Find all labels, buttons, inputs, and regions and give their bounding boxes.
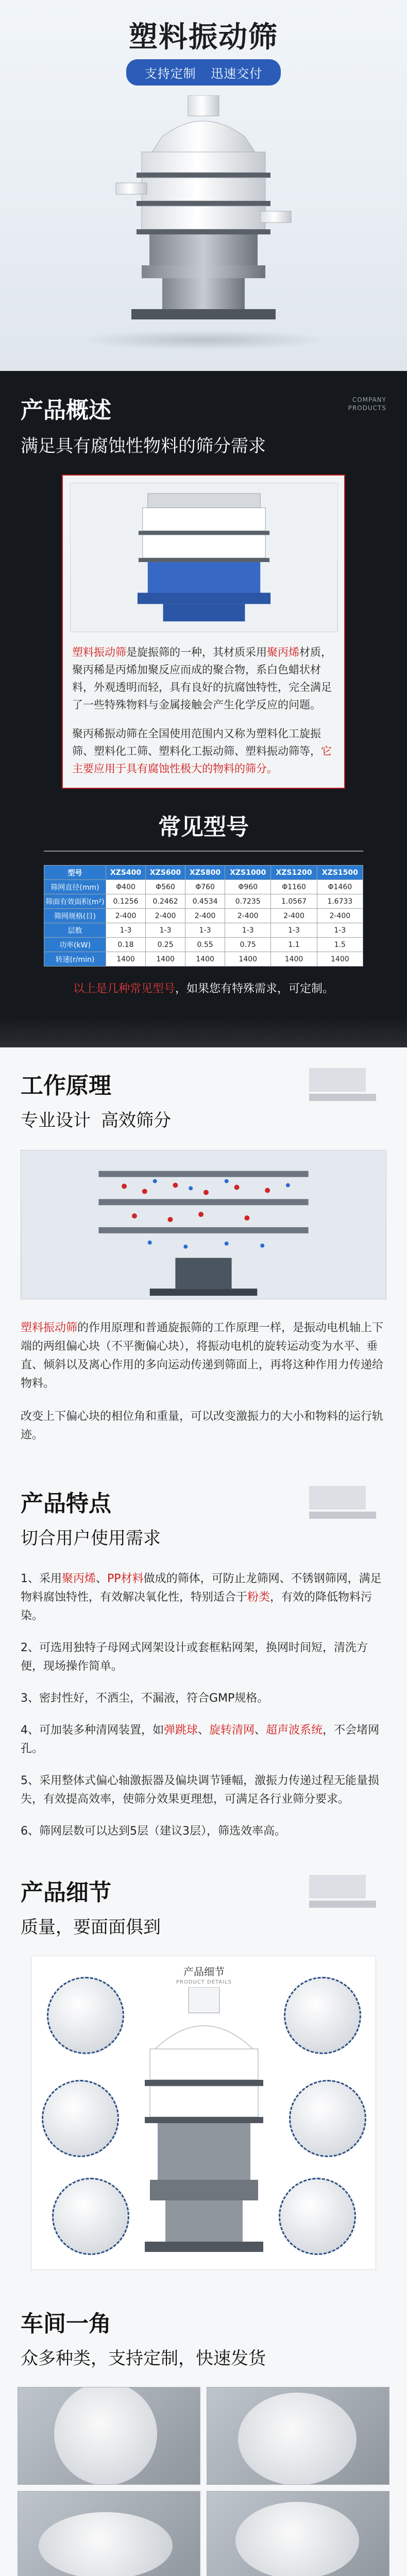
table-row-label: 层数 <box>44 923 106 938</box>
details-panel-label <box>145 1963 263 1985</box>
overview-header <box>0 371 407 457</box>
working-principle-diagram <box>21 1150 386 1299</box>
workshop-photo-2 <box>207 2387 389 2485</box>
table-cell: 1400 <box>106 952 146 967</box>
feature-highlight: 超声波系统 <box>266 1724 323 1737</box>
overview-text-1: 是旋振筛的一种，其材质采用 <box>126 646 267 658</box>
workshop-photo-4 <box>207 2491 389 2576</box>
feature-text: 、 <box>255 1724 266 1737</box>
table-cell: Φ400 <box>106 880 146 894</box>
overview-text <box>70 634 337 781</box>
table-header-cell: XZS600 <box>146 866 185 880</box>
table-row-label: 筛网直径(mm) <box>44 880 106 894</box>
en-line-1: COMPANY <box>352 396 386 403</box>
models-table-header <box>44 866 363 880</box>
table-cell: Φ960 <box>225 880 271 894</box>
table-cell: 0.25 <box>146 938 185 952</box>
table-cell: 1.5 <box>317 938 363 952</box>
principle-title: 工作原理 <box>21 1073 111 1099</box>
table-cell: 1-3 <box>225 923 271 938</box>
table-row <box>44 880 363 894</box>
overview-card <box>62 474 345 789</box>
feature-item <box>21 1822 386 1841</box>
table-cell: 0.18 <box>106 938 146 952</box>
table-cell: 1400 <box>146 952 185 967</box>
details-label-en: PRODUCT DETAILS <box>176 1979 232 1985</box>
features-list <box>21 1570 386 1841</box>
principle-highlight: 塑料振动筛 <box>21 1321 78 1334</box>
feature-item <box>21 1689 386 1708</box>
table-row-label: 筛网规格(目) <box>44 909 106 923</box>
table-row <box>44 952 363 967</box>
feature-text: 1、采用 <box>21 1572 62 1585</box>
feature-text: ，有效的降低物料污染。 <box>21 1591 372 1622</box>
overview-section <box>0 371 407 1016</box>
table-cell: 1400 <box>185 952 225 967</box>
table-cell: Φ560 <box>146 880 185 894</box>
detail-machine-image <box>134 1987 274 2255</box>
feature-highlight: 旋转清网 <box>209 1724 255 1737</box>
details-title: 产品细节 <box>21 1879 111 1906</box>
table-cell: Φ1160 <box>271 880 317 894</box>
table-header-cell: XZS400 <box>106 866 146 880</box>
table-row-label: 功率(kW) <box>44 938 106 952</box>
models-note-red: 以上是几种常见型号 <box>73 982 175 995</box>
feature-text: 、 <box>96 1572 108 1585</box>
tag-custom: 支持定制 <box>144 66 196 81</box>
principle-text-1: 的作用原理和普通旋振筛的工作原理一样，是振动电机轴上下端的两组偏心块（不平衡偏心块），将振动电机的旋转运动变为水平、垂直、倾斜以及离心作用的多向运动传递到筛面上，再将这种作用力传递给物料。 <box>21 1321 384 1390</box>
feature-text: 6、筛网层数可以达到5层（建议3层），筛选效率高。 <box>21 1825 286 1838</box>
table-header-cell: XZS800 <box>185 866 225 880</box>
feature-text: ，不会堵网孔。 <box>21 1724 380 1755</box>
overview-subtitle: 满足具有腐蚀性物料的筛分需求 <box>21 436 266 456</box>
table-cell: Φ1460 <box>317 880 363 894</box>
feature-text: 4、可加装多种清网装置，如 <box>21 1724 164 1737</box>
table-row-label: 转速(r/min) <box>44 952 106 967</box>
principle-subtitle <box>21 1106 386 1131</box>
models-divider <box>44 851 363 852</box>
workshop-subtitle: 众多种类，支持定制，快速发货 <box>21 2348 266 2369</box>
overview-en-caption <box>348 396 386 412</box>
feature-item <box>21 1570 386 1625</box>
features-header <box>0 1465 407 1549</box>
table-cell: 2-400 <box>317 909 363 923</box>
feature-highlight: 聚丙烯 <box>62 1572 96 1585</box>
workshop-photo-1 <box>18 2387 200 2485</box>
overview-paragraph-1 <box>72 643 335 714</box>
overview-highlight-material: 聚丙烯 <box>267 646 299 658</box>
models-note <box>39 980 368 1016</box>
table-cell: 1.1 <box>271 938 317 952</box>
hero-title: 塑料振动筛 <box>129 21 278 54</box>
table-cell: 1-3 <box>185 923 225 938</box>
plastic-sieve-machine-image <box>100 95 307 327</box>
workshop-photo-grid <box>18 2387 389 2576</box>
table-header-cell: 型号 <box>44 866 106 880</box>
decorative-en-block <box>309 1486 386 1519</box>
principle-paragraph-2: 改变上下偏心块的相位角和重量，可以改变激振力的大小和物料的运行轨迹。 <box>21 1410 384 1442</box>
table-cell: 0.7235 <box>225 894 271 909</box>
feature-item <box>21 1772 386 1809</box>
overview-highlight-name: 塑料振动筛 <box>72 646 126 658</box>
detail-zoom-circle-6 <box>279 2178 356 2255</box>
table-cell: 1-3 <box>317 923 363 938</box>
table-cell: 1-3 <box>106 923 146 938</box>
table-cell: 1400 <box>317 952 363 967</box>
overview-paragraph-2 <box>72 725 335 777</box>
table-cell: 1-3 <box>271 923 317 938</box>
overview-text-3-highlight: 它主要应用于具有腐蚀性极大的物料的筛分。 <box>72 745 332 775</box>
sieve-photo <box>70 483 338 632</box>
models-note-white: ，如果您有特殊需求，可定制。 <box>175 982 334 995</box>
feature-item <box>21 1639 386 1676</box>
feature-text: 5、采用整体式偏心轴激振器及偏块调节锤幅，激振力传递过程无能量损失，有效提高效率，使筛分效果更理想，可满足各行业筛分要求。 <box>21 1774 379 1806</box>
en-line-2: PRODUCTS <box>348 404 386 412</box>
table-cell: Φ760 <box>185 880 225 894</box>
table-row <box>44 923 363 938</box>
table-cell: 0.4534 <box>185 894 225 909</box>
principle-sub-b: 高效筛分 <box>101 1110 171 1131</box>
details-subtitle <box>21 1913 386 1938</box>
table-cell: 2-400 <box>225 909 271 923</box>
table-cell: 1-3 <box>146 923 185 938</box>
hero-tags <box>0 59 407 86</box>
models-title: 常见型号 <box>158 814 249 840</box>
table-cell: 2-400 <box>271 909 317 923</box>
product-details-panel <box>31 1956 376 2270</box>
table-cell: 1.0567 <box>271 894 317 909</box>
table-cell: 2-400 <box>146 909 185 923</box>
feature-text: 、 <box>198 1724 210 1737</box>
features-subtitle: 切合用户使用需求 <box>21 1528 161 1549</box>
overview-text-2: 材质，聚丙稀是丙烯加聚反应而成的聚合物，系白色蜡状材料，外观透明而轻，具有良好的抗腐蚀特性，完全满足了一些特殊物料与金属接触会产生化学反应的问题。 <box>72 646 332 711</box>
overview-title: 产品概述 <box>21 397 111 423</box>
feature-text: 2、可选用独特子母网式网架设计或套框粘网架，换网时间短，清洗方便，现场操作简单。 <box>21 1641 368 1673</box>
principle-section <box>0 1047 407 2576</box>
detail-zoom-circle-3 <box>42 2080 119 2157</box>
dark-section-fade <box>0 1016 407 1047</box>
table-cell: 0.1256 <box>106 894 146 909</box>
principle-paragraph-1 <box>21 1319 386 1393</box>
table-row <box>44 894 363 909</box>
details-sub-b: 要面面俱到 <box>73 1917 161 1938</box>
table-cell: 2-400 <box>185 909 225 923</box>
feature-highlight: PP材料 <box>107 1572 144 1585</box>
tag-fast-delivery: 迅速交付 <box>211 66 263 81</box>
table-header-cell: XZS1500 <box>317 866 363 880</box>
table-cell: 1.6733 <box>317 894 363 909</box>
principle-sub-a: 专业设计 <box>21 1110 91 1131</box>
table-cell: 1400 <box>225 952 271 967</box>
table-header-cell: XZS1200 <box>271 866 317 880</box>
feature-highlight: 弹跳球 <box>164 1724 198 1737</box>
principle-header <box>0 1047 407 1131</box>
models-table <box>44 865 363 967</box>
workshop-title: 车间一角 <box>21 2311 111 2337</box>
details-sub-a: 质量， <box>21 1917 73 1938</box>
detail-zoom-circle-1 <box>47 1977 124 2054</box>
details-label-cn: 产品细节 <box>183 1965 225 1978</box>
detail-zoom-circle-2 <box>284 1977 361 2054</box>
feature-item <box>21 1721 386 1758</box>
hero-tag-pill <box>126 59 281 86</box>
workshop-photo-3 <box>18 2491 200 2576</box>
feature-text: 3、密封性好，不洒尘，不漏液，符合GMP规格。 <box>21 1692 269 1705</box>
table-cell: 0.2462 <box>146 894 185 909</box>
detail-zoom-circle-5 <box>52 2178 129 2255</box>
machine-shadow <box>77 330 330 350</box>
table-cell: 0.75 <box>225 938 271 952</box>
table-cell: 1400 <box>271 952 317 967</box>
table-cell: 2-400 <box>106 909 146 923</box>
workshop-header <box>0 2285 407 2369</box>
features-title: 产品特点 <box>21 1490 111 1517</box>
principle-text <box>21 1319 386 1445</box>
table-row <box>44 909 363 923</box>
table-header-cell: XZS1000 <box>225 866 271 880</box>
feature-highlight: 粉类 <box>247 1591 270 1604</box>
hero-banner <box>0 0 407 371</box>
table-cell: 0.55 <box>185 938 225 952</box>
decorative-en-block <box>309 1875 386 1908</box>
feature-text: 做成的筛体，可防止龙筛网、不锈钢筛网，满足物料腐蚀特性，有效解决氧化性，特别适合于 <box>21 1572 382 1604</box>
overview-text-3: 聚丙稀振动筛在全国使用范围内又称为塑料化工旋振筛、塑料化工筛、塑料化工振动筛、塑料振动筛等， <box>72 727 321 757</box>
table-row <box>44 938 363 952</box>
decorative-en-block <box>309 1068 386 1101</box>
table-row-label: 筛面有效面积(m²) <box>44 894 106 909</box>
detail-zoom-circle-4 <box>289 2080 366 2157</box>
details-header <box>0 1854 407 1938</box>
